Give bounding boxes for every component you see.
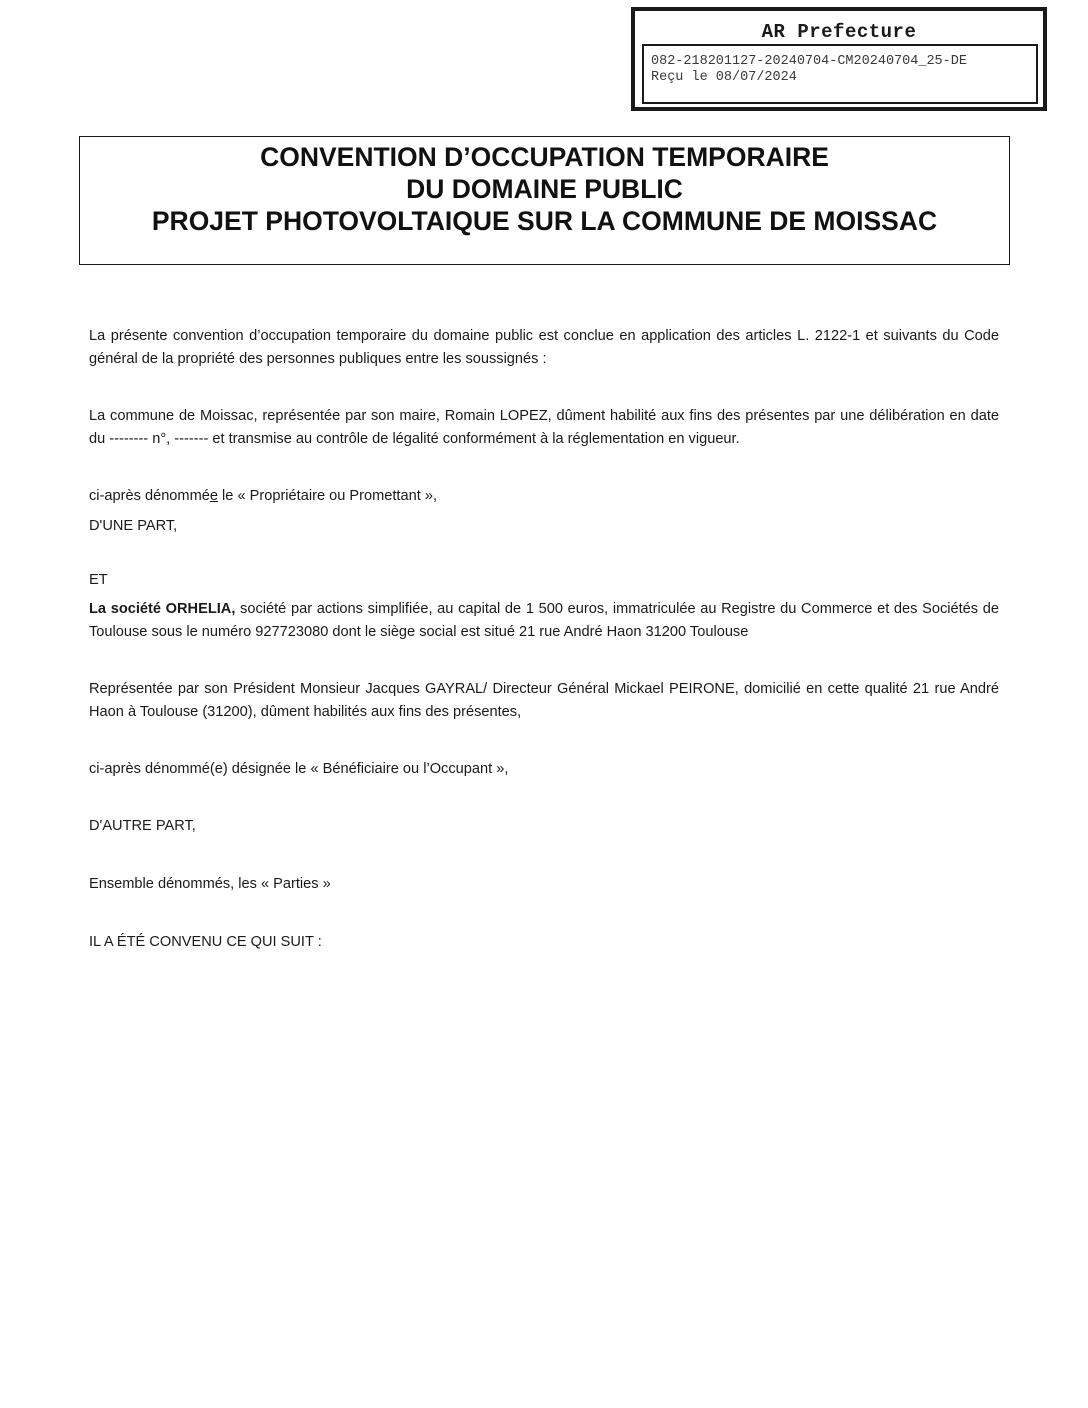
owner-prefix: ci-après dénommé	[89, 488, 210, 504]
societe-details: société par actions simplifiée, au capital de 1 500 euros, immatriculée au Registre du Commerce et des Sociétés de Toulouse sous le numéro 927723080 dont le siège social est situé 21 rue André Haon 31200 Toulouse	[89, 601, 999, 640]
title-line-3: PROJET PHOTOVOLTAIQUE SUR LA COMMUNE DE MOISSAC	[151, 206, 938, 236]
representee-paragraph: Représentée par son Président Monsieur Jacques GAYRAL/ Directeur Général Mickael PEIRONE, domicilié en cette qualité 21 rue André Haon à Toulouse (31200), dûment habilités aux fins des présentes,	[89, 681, 999, 720]
autre-part: D'AUTRE PART,	[89, 818, 196, 834]
stamp-reference: 082-218201127-20240704-CM20240704_25-DE	[651, 54, 967, 69]
prefecture-stamp	[631, 7, 1047, 111]
convenu-heading: IL A ÉTÉ CONVENU CE QUI SUIT :	[89, 934, 322, 950]
document-title-box	[79, 136, 1010, 265]
title-line-1: CONVENTION D’OCCUPATION TEMPORAIRE	[260, 142, 829, 172]
stamp-received-date: Reçu le 08/07/2024	[651, 70, 797, 85]
stamp-details	[642, 44, 1038, 104]
societe-name: La société ORHELIA,	[89, 601, 236, 617]
stamp-title: AR Prefecture	[761, 21, 917, 43]
commune-paragraph: La commune de Moissac, représentée par son maire, Romain LOPEZ, dûment habilité aux fins des présentes par une délibération en date du -------- n°, ------- et transmise au contrôle de légalité conformément à la réglementation en vigueur.	[89, 408, 999, 447]
title-line-2: DU DOMAINE PUBLIC	[406, 174, 683, 204]
owner-suffix: le « Propriétaire ou Promettant »,	[217, 488, 438, 504]
societe-paragraph	[89, 598, 999, 644]
beneficiaire-designation: ci-après dénommé(e) désignée le « Bénéficiaire ou l’Occupant »,	[89, 761, 509, 777]
une-part: D'UNE PART,	[89, 518, 178, 534]
owner-underlined-letter: e	[209, 488, 218, 504]
document-body	[89, 325, 999, 954]
intro-paragraph: La présente convention d’occupation temporaire du domaine public est conclue en application des articles L. 2122-1 et suivants du Code général de la propriété des personnes publiques entre les soussignés :	[89, 328, 999, 367]
owner-designation	[89, 485, 999, 508]
et-separator: ET	[89, 572, 108, 588]
ensemble-parties: Ensemble dénommés, les « Parties »	[89, 876, 331, 892]
